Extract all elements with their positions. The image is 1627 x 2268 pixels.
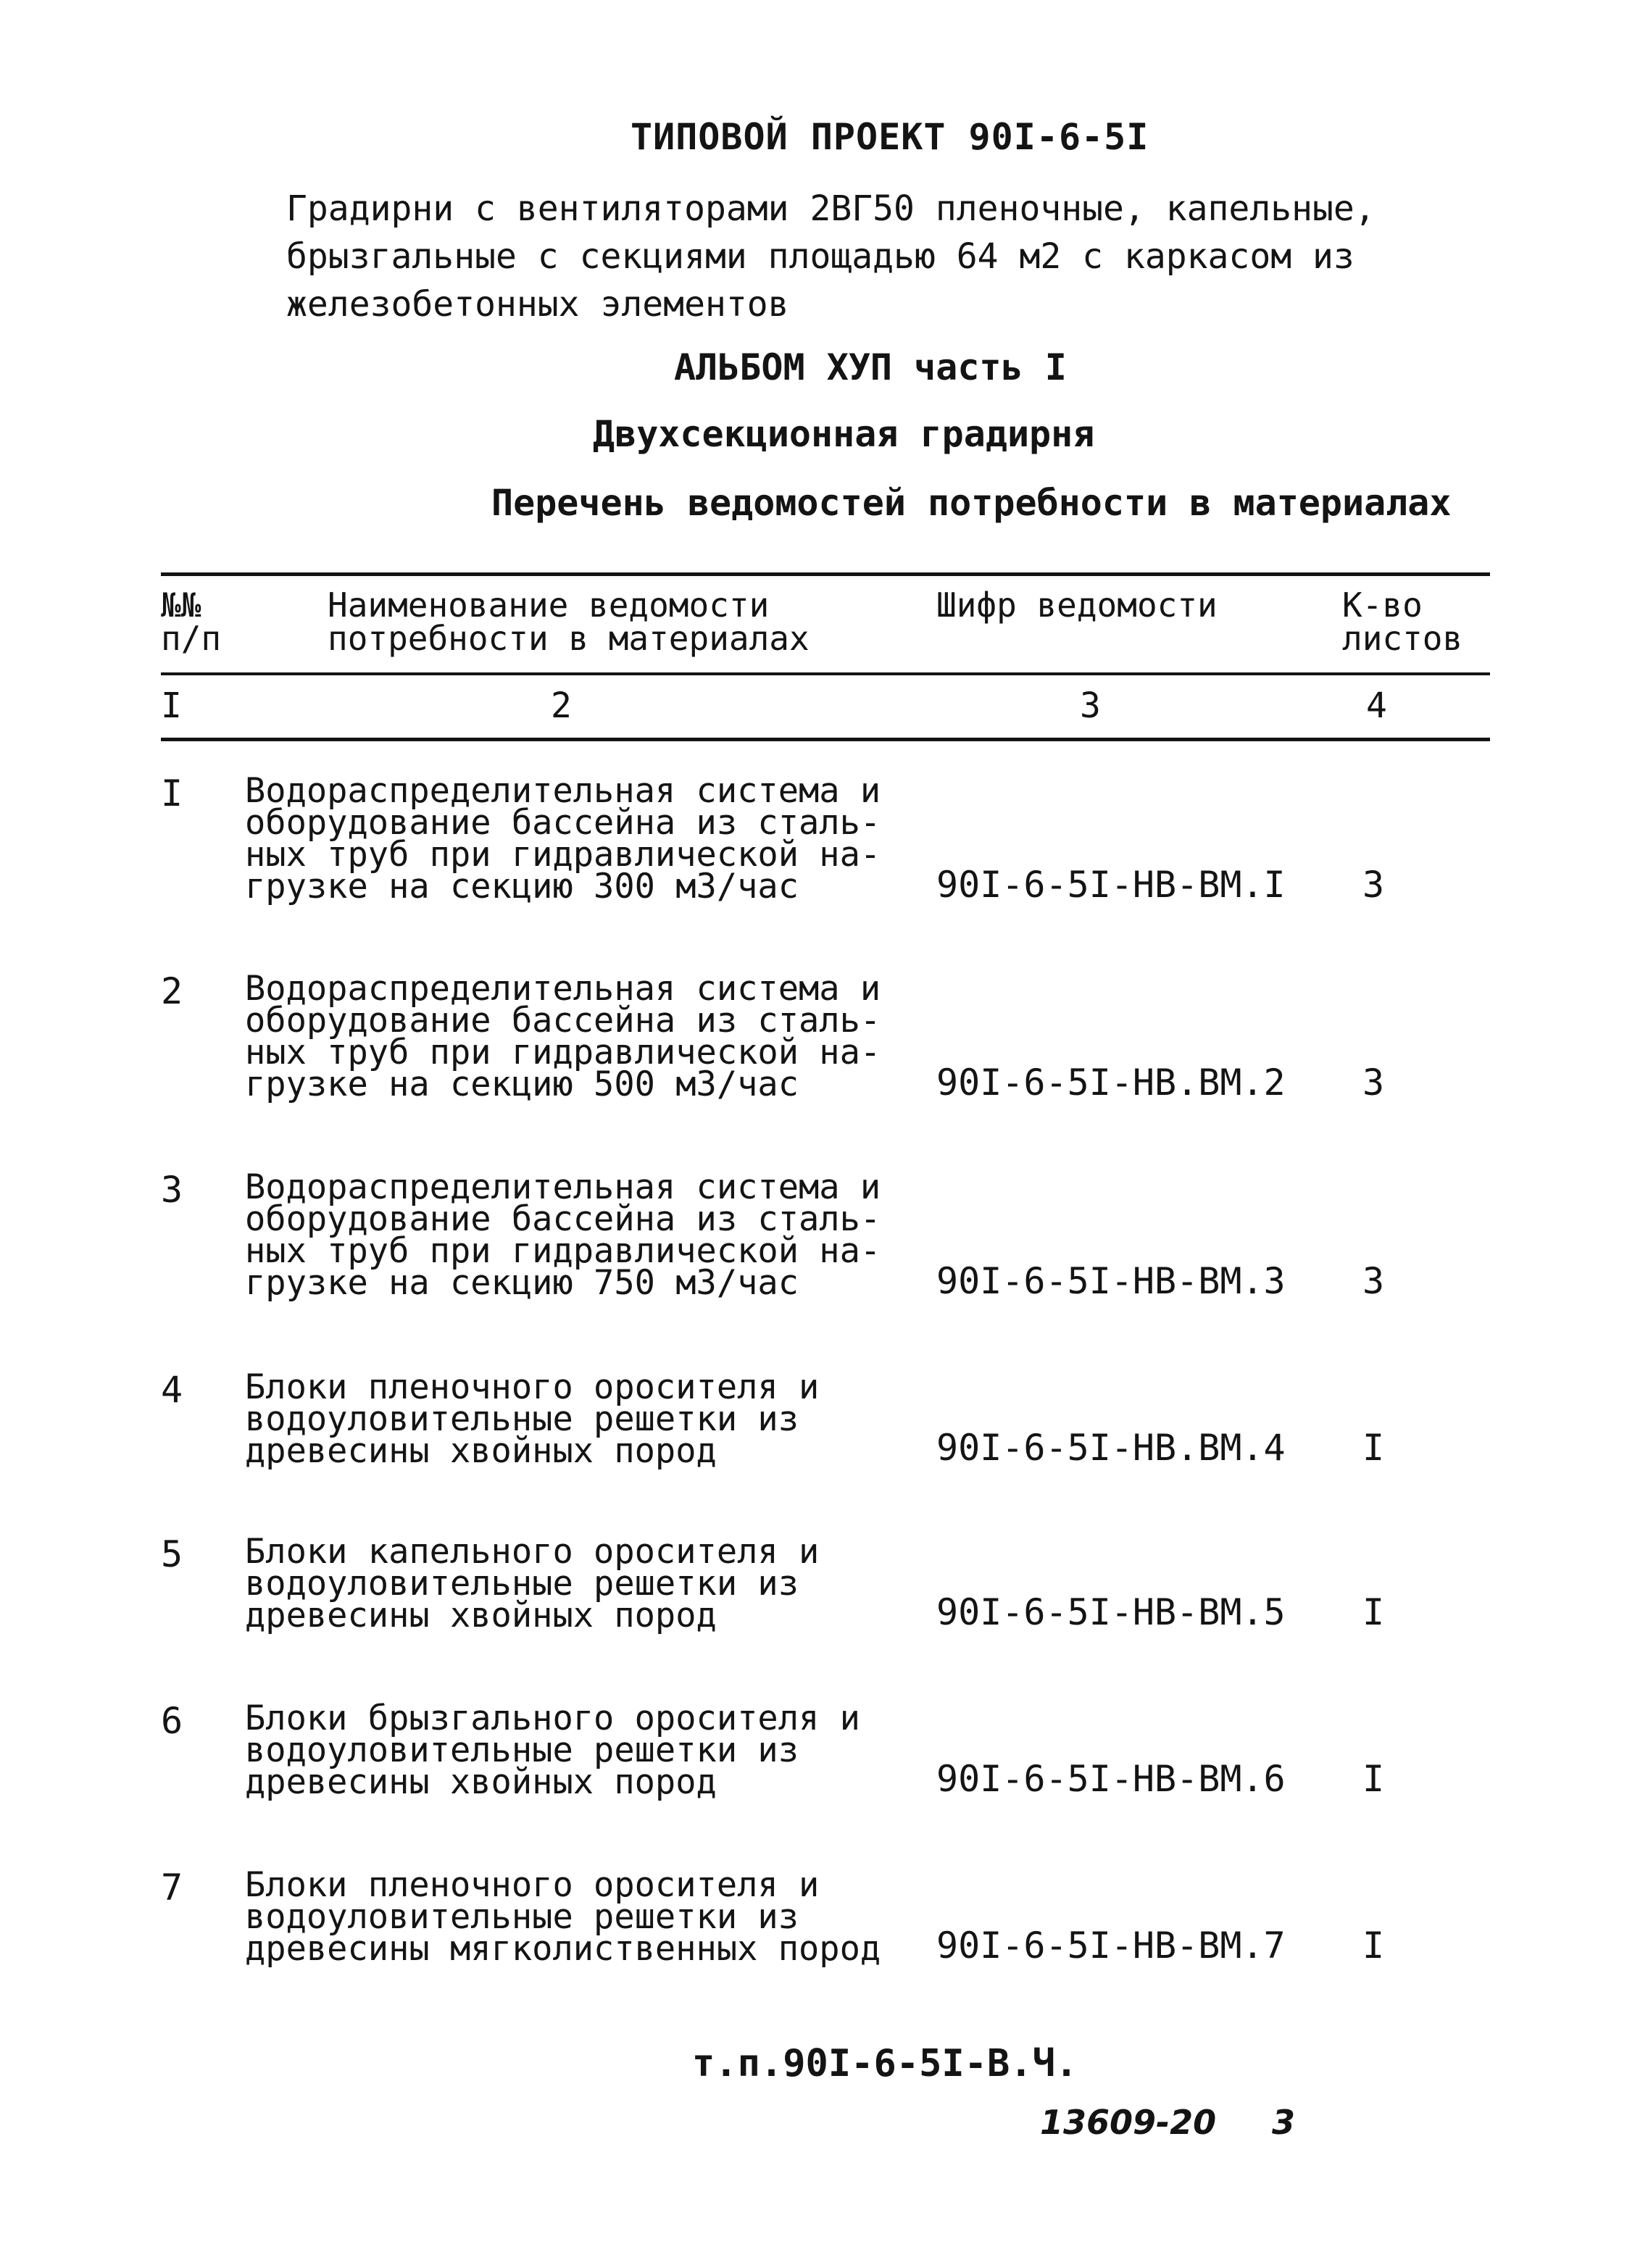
row-qty: 3 bbox=[1362, 864, 1385, 906]
table-row bbox=[0, 1865, 1627, 2051]
column-number: 3 bbox=[1080, 685, 1101, 726]
header-code: Шифр ведомости bbox=[936, 585, 1218, 625]
row-name: Водораспределительная система и оборудование бассейна из сталь- ных труб при гидравлической на- грузке на секцию 300 м3/час bbox=[245, 771, 881, 906]
album-title: АЛЬБОМ ХУП часть I bbox=[674, 346, 1067, 388]
table-row bbox=[0, 771, 1627, 956]
table-row bbox=[0, 1367, 1627, 1553]
row-code: 90I-6-5I-НВ.ВМ.4 bbox=[936, 1427, 1286, 1469]
table-row bbox=[0, 1532, 1627, 1717]
row-name: Блоки пленочного оросителя и водоуловительные решетки из древесины хвойных пород bbox=[245, 1367, 820, 1471]
row-qty: I bbox=[1362, 1591, 1385, 1633]
table-numbering-rule bbox=[161, 738, 1490, 741]
column-number: 2 bbox=[551, 685, 572, 726]
table-row bbox=[0, 969, 1627, 1154]
table-header-rule bbox=[161, 672, 1490, 675]
row-number: 2 bbox=[161, 970, 183, 1012]
page-number: 3 bbox=[1272, 2103, 1296, 2142]
table-top-rule bbox=[161, 572, 1490, 576]
row-qty: I bbox=[1362, 1925, 1385, 1967]
row-number: 5 bbox=[161, 1533, 183, 1575]
project-description: Градирни с вентиляторами 2ВГ50 пленочные, капельные, брызгальные с секциями площадью 64 м2 с каркасом из железобетонных элементов bbox=[286, 188, 1376, 325]
row-qty: 3 bbox=[1362, 1260, 1385, 1302]
row-qty: I bbox=[1362, 1758, 1385, 1800]
row-name: Блоки пленочного оросителя и водоуловительные решетки из древесины мягколиственных пород bbox=[245, 1865, 881, 1969]
row-name: Блоки брызгального оросителя и водоуловительные решетки из древесины хвойных пород bbox=[245, 1698, 860, 1802]
row-code: 90I-6-5I-НВ-ВМ.6 bbox=[936, 1758, 1286, 1800]
table-row bbox=[0, 1167, 1627, 1353]
row-code: 90I-6-5I-НВ.ВМ.2 bbox=[936, 1062, 1286, 1104]
row-number: 6 bbox=[161, 1700, 183, 1742]
column-number: I bbox=[161, 685, 182, 726]
inventory-number: 13609-20 bbox=[1040, 2103, 1217, 2142]
row-code: 90I-6-5I-НВ-ВМ.I bbox=[936, 864, 1286, 906]
row-qty: I bbox=[1362, 1427, 1385, 1469]
list-title: Перечень ведомостей потребности в материалах bbox=[491, 482, 1452, 524]
row-number: 7 bbox=[161, 1867, 183, 1909]
column-number: 4 bbox=[1366, 685, 1387, 726]
row-name: Блоки капельного оросителя и водоуловительные решетки из древесины хвойных пород bbox=[245, 1532, 820, 1635]
project-title: ТИПОВОЙ ПРОЕКТ 90I-6-5I bbox=[631, 116, 1149, 158]
row-code: 90I-6-5I-НВ-ВМ.3 bbox=[936, 1260, 1286, 1302]
row-qty: 3 bbox=[1362, 1062, 1385, 1104]
header-qty: К-во листов bbox=[1342, 585, 1463, 658]
row-code: 90I-6-5I-НВ-ВМ.5 bbox=[936, 1591, 1286, 1633]
row-name: Водораспределительная система и оборудование бассейна из сталь- ных труб при гидравлической на- грузке на секцию 500 м3/час bbox=[245, 969, 881, 1104]
section-title: Двухсекционная градирня bbox=[593, 413, 1095, 455]
row-number: 4 bbox=[161, 1369, 183, 1411]
header-num: №№ п/п bbox=[161, 585, 222, 658]
row-number: 3 bbox=[161, 1169, 183, 1211]
footer-code: т.п.90I-6-5I-В.Ч. bbox=[692, 2042, 1078, 2085]
row-name: Водораспределительная система и оборудование бассейна из сталь- ных труб при гидравлической на- грузке на секцию 750 м3/час bbox=[245, 1167, 881, 1303]
header-name: Наименование ведомости потребности в материалах bbox=[328, 585, 810, 658]
row-code: 90I-6-5I-НВ-ВМ.7 bbox=[936, 1925, 1286, 1967]
table-row bbox=[0, 1698, 1627, 1884]
row-number: I bbox=[161, 772, 183, 814]
